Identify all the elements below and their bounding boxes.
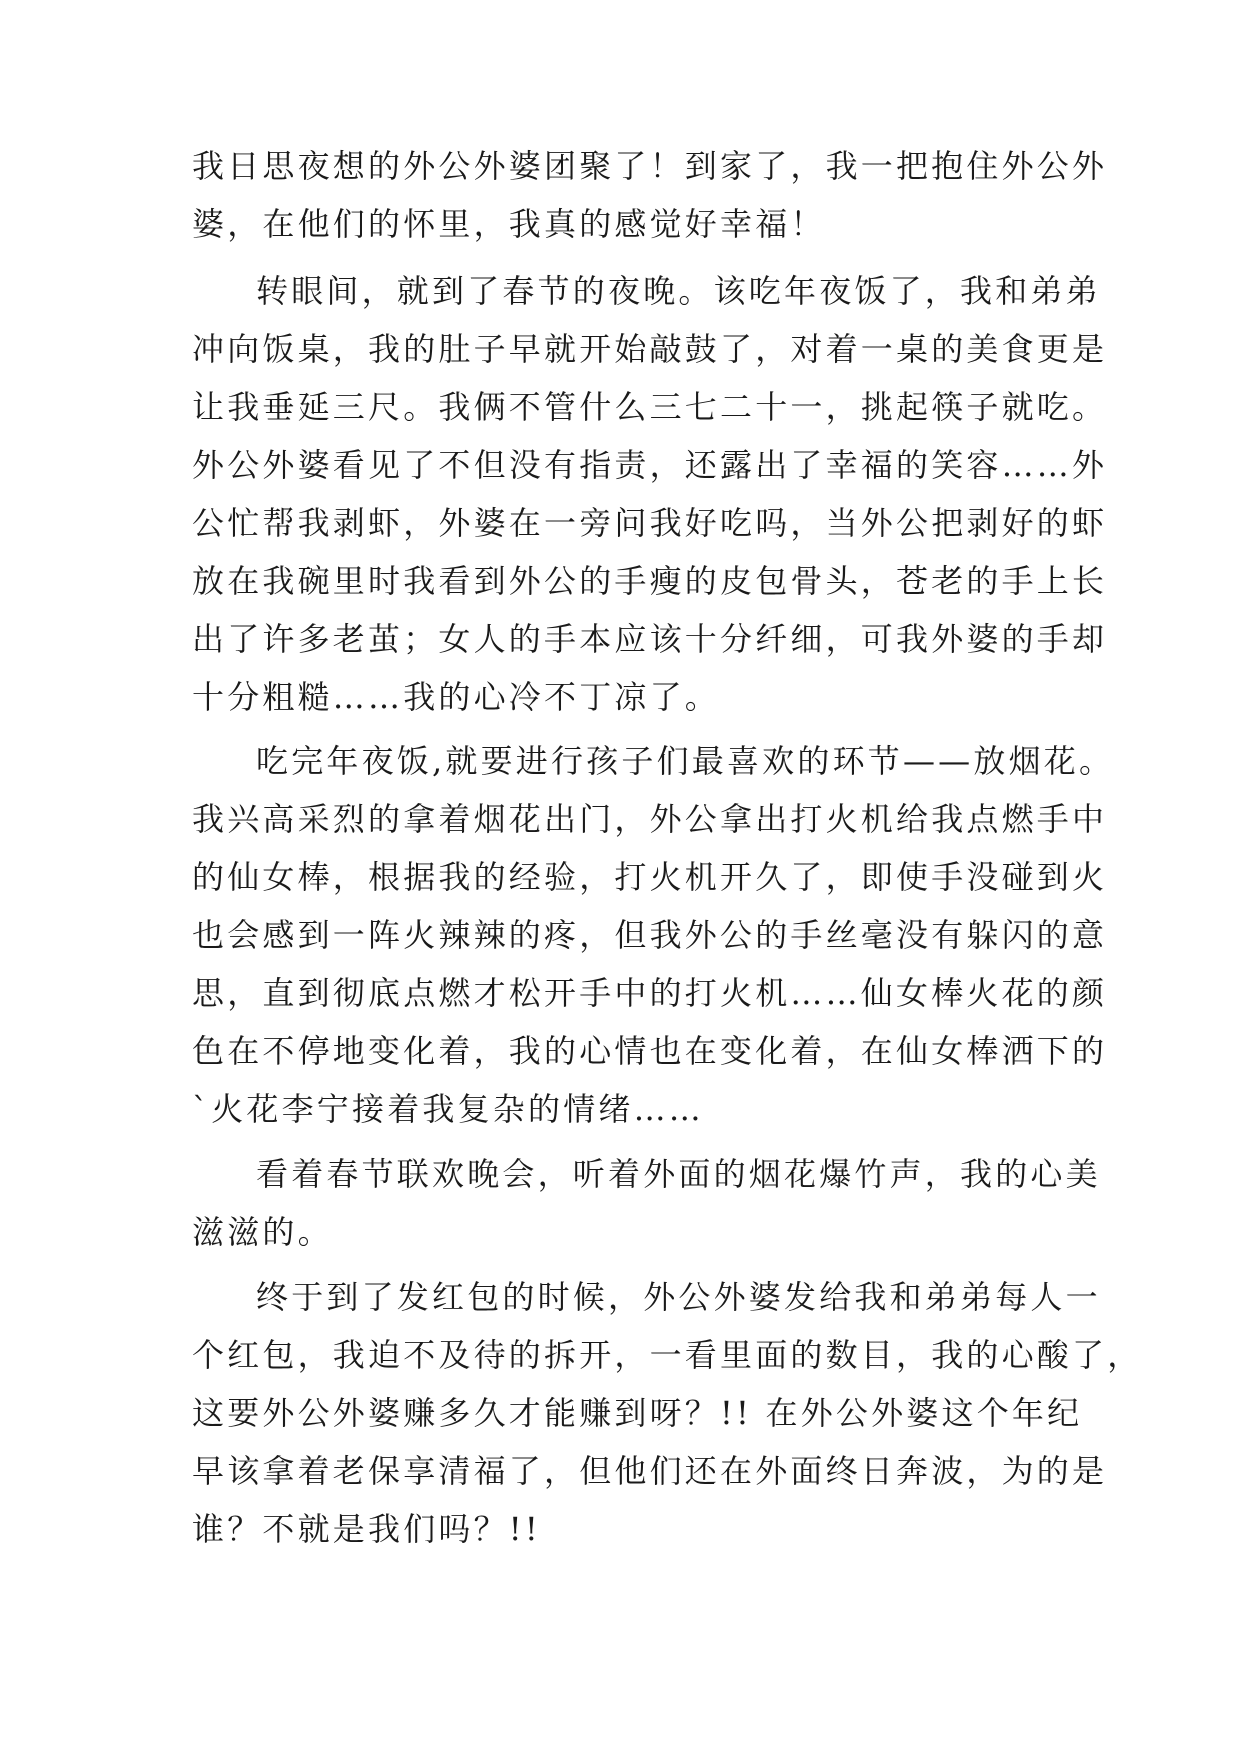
paragraph-first-line: 终于到了发红包的时候，外公外婆发给我和弟弟每人一 [256,1278,1101,1316]
text-line: 早该拿着老保享清福了，但他们还在外面终日奔波，为的是 [192,1452,1108,1490]
text-line: 个红包，我迫不及待的拆开，一看里面的数目，我的心酸了， [192,1336,1143,1374]
paragraph-first-line: 吃完年夜饭,就要进行孩子们最喜欢的环节——放烟花。 [256,742,1115,780]
text-line: 我兴高采烈的拿着烟花出门，外公拿出打火机给我点燃手中 [192,800,1108,838]
text-line: 外公外婆看见了不但没有指责，还露出了幸福的笑容……外 [192,446,1108,484]
text-line: 十分粗糙……我的心冷不丁凉了。 [192,678,721,716]
text-line: 的仙女棒，根据我的经验，打火机开久了，即使手没碰到火 [192,858,1108,896]
text-line: 冲向饭桌，我的肚子早就开始敲鼓了，对着一桌的美食更是 [192,330,1108,368]
text-line: 公忙帮我剥虾，外婆在一旁问我好吃吗，当外公把剥好的虾 [192,504,1108,542]
text-line: 出了许多老茧；女人的手本应该十分纤细，可我外婆的手却 [192,620,1108,658]
text-line: 思，直到彻底点燃才松开手中的打火机……仙女棒火花的颜 [192,974,1108,1012]
text-line: 滋滋的。 [192,1213,333,1251]
text-line: 让我垂延三尺。我俩不管什么三七二十一，挑起筷子就吃。 [192,388,1108,426]
text-line: 放在我碗里时我看到外公的手瘦的皮包骨头，苍老的手上长 [192,562,1108,600]
text-line: 我日思夜想的外公外婆团聚了！到家了，我一把抱住外公外 [192,147,1108,185]
paragraph-first-line: 转眼间，就到了春节的夜晚。该吃年夜饭了，我和弟弟 [256,272,1101,310]
text-line: 婆，在他们的怀里，我真的感觉好幸福！ [192,205,826,243]
text-line: 色在不停地变化着，我的心情也在变化着，在仙女棒洒下的 [192,1032,1108,1070]
text-line: `火花李宁接着我复杂的情绪…… [192,1090,705,1128]
text-line: 也会感到一阵火辣辣的疼，但我外公的手丝毫没有躲闪的意 [192,916,1108,954]
text-line: 这要外公外婆赚多久才能赚到呀？!! 在外公外婆这个年纪 [192,1394,1083,1432]
text-line: 谁？不就是我们吗？!! [192,1510,541,1548]
paragraph-first-line: 看着春节联欢晚会，听着外面的烟花爆竹声，我的心美 [256,1155,1101,1193]
